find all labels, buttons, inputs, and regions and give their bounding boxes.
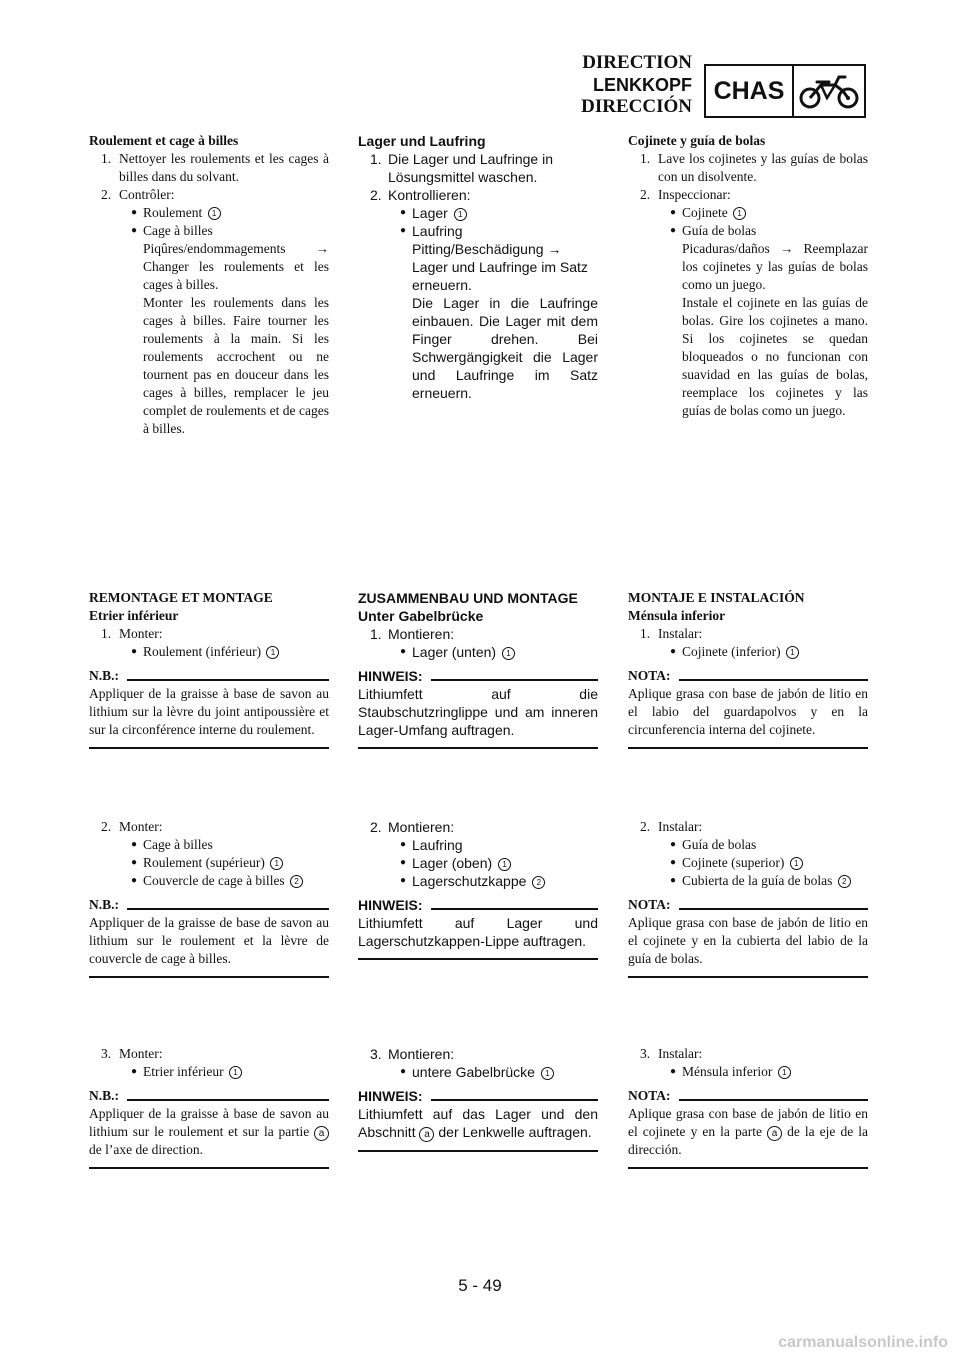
es-section-assembly: [628, 589, 868, 749]
de-pitting-line: Pitting/Beschädigung →: [412, 241, 562, 257]
section-titles: [581, 52, 692, 118]
chassis-badge-label: CHAS: [706, 66, 794, 116]
es-b-bullet-3: ● Cubierta de la guía de bolas 2: [628, 872, 868, 890]
de-a-note-head: HINWEIS:: [358, 667, 598, 685]
fr-b-step: 2. Monter:: [101, 819, 163, 834]
es-a-note: Aplique grasa con base de jabón de litio en el labio del guardapolvos y en la circunferencia interna del cojinete.: [628, 686, 868, 737]
fr-section-step3: [89, 1045, 329, 1169]
es-b-bullet-2: ● Cojinete (superior) 1: [628, 854, 868, 872]
fr-assembly-sub: Etrier inférieur: [89, 608, 179, 623]
fr-c-bullet: ● Etrier inférieur 1: [89, 1063, 329, 1081]
de-b-bullet-2: ● Lager (oben) 1: [358, 854, 598, 872]
es-a-note-head: NOTA:: [628, 667, 868, 685]
fr-install-text: Monter les roulements dans les cages à billes. Faire tourner les roulements à la main. Si les roulements accrochent ou ne tournent pas en douceur dans les cages à billes, remplacer le jeu complet de roulements et de cages à billes.: [143, 295, 329, 436]
chassis-badge: [704, 64, 866, 118]
fr-b-bullet-3: ● Couvercle de cage à billes 2: [89, 872, 329, 890]
de-section-step2: [358, 818, 598, 960]
fr-replace-text: Changer les roulements et les cages à billes.: [143, 259, 329, 292]
es-b-bullet-1: ● Guía de bolas: [670, 837, 757, 852]
fr-a-note: Appliquer de la graisse à base de savon au lithium sur la lèvre du joint antipoussière et sur la circonférence interne du roulement.: [89, 686, 329, 737]
de-a-note: Lithiumfett auf die Staubschutzringlippe und am inneren Lager-Umfang auftragen.: [358, 686, 598, 738]
es-assembly-title: MONTAJE E INSTALACIÓN: [628, 590, 805, 605]
es-c-bullet: ● Ménsula inferior 1: [628, 1063, 868, 1081]
fr-c-note-rule: [89, 1167, 329, 1169]
es-pitting-line: Picaduras/daños → Reemplazar los cojinetes y las guías de bolas como un juego.: [682, 241, 869, 292]
fr-section-assembly: [89, 589, 329, 749]
fr-a-step: 1. Monter:: [101, 626, 163, 641]
es-install-text: Instale el cojinete en las guías de bolas. Gire los cojinetes a mano. Si los cojinetes se quedan bloqueados o no funcionan con suavidad en las guías de bolas, reemplace los cojinetes y las guías de bolas como un juego.: [682, 295, 868, 418]
es-bullet-race: ● Guía de bolas: [670, 223, 757, 238]
fr-section-bearings: [89, 132, 329, 438]
de-a-note-rule: [358, 747, 598, 749]
motorcycle-icon: [794, 66, 864, 116]
page-number: 5 - 49: [458, 1276, 502, 1295]
de-b-note-rule: [358, 958, 598, 960]
es-a-step: 1. Instalar:: [640, 626, 703, 641]
de-c-note-rule: [358, 1150, 598, 1152]
de-assembly-title: ZUSAMMENBAU UND MONTAGE: [358, 590, 578, 606]
title-french: DIRECTION: [582, 52, 692, 73]
es-c-note-head: NOTA:: [628, 1087, 868, 1105]
es-b-note-rule: [628, 976, 868, 978]
es-section-step3: [628, 1045, 868, 1169]
fr-b-bullet-1: ● Cage à billes: [131, 837, 213, 852]
fr-a-note-rule: [89, 747, 329, 749]
fr-b-note: Appliquer de la graisse de base de savon au lithium sur le roulement et la lèvre de couvercle de cage à billes.: [89, 915, 329, 966]
de-step-1: 1. Die Lager und Laufringe in Lösungsmittel waschen.: [370, 151, 554, 185]
de-a-step: 1. Montieren:: [370, 626, 455, 642]
fr-c-step: 3. Monter:: [101, 1046, 163, 1061]
de-step-2: 2. Kontrollieren:: [370, 187, 471, 203]
fr-pitting-line: Piqûres/endommagements →: [143, 241, 329, 256]
de-c-note: Lithiumfett auf das Lager und den Abschnitt a der Lenkwelle auftragen.: [358, 1106, 598, 1140]
es-step-1: 1. Lave los cojinetes y las guías de bolas con un disolvente.: [640, 151, 868, 184]
de-section-assembly: [358, 589, 598, 749]
de-b-note-head: HINWEIS:: [358, 896, 598, 914]
de-replace-text: Lager und Laufringe im Satz erneuern.: [412, 259, 588, 293]
es-bullet-bearing: ● Cojinete 1: [628, 204, 868, 222]
de-a-bullet: ● Lager (unten) 1: [358, 643, 598, 661]
de-b-note: Lithiumfett auf Lager und Lagerschutzkappen-Lippe auftragen.: [358, 915, 598, 949]
fr-bullet-bearing: ● Roulement 1: [89, 204, 329, 222]
de-bullet-race: ● Laufring: [400, 223, 463, 239]
fr-a-bullet: ● Roulement (inférieur) 1: [89, 643, 329, 661]
fr-assembly-title: REMONTAGE ET MONTAGE: [89, 590, 273, 605]
fr-b-note-rule: [89, 976, 329, 978]
de-b-bullet-3: ● Lagerschutzkappe 2: [358, 872, 598, 890]
fr-b-bullet-2: ● Roulement (supérieur) 1: [89, 854, 329, 872]
title-german: LENKKOPF: [593, 75, 692, 95]
fr-step-1: 1. Nettoyer les roulements et les cages à billes dans du solvant.: [101, 151, 329, 184]
es-step-2: 2. Inspeccionar:: [640, 187, 731, 202]
de-b-step: 2. Montieren:: [370, 819, 455, 835]
fr-a-note-head: N.B.:: [89, 667, 329, 685]
fr-c-note-head: N.B.:: [89, 1087, 329, 1105]
de-c-bullet: ● untere Gabelbrücke 1: [358, 1063, 598, 1081]
es-a-bullet: ● Cojinete (inferior) 1: [628, 643, 868, 661]
fr-bullet-race: ● Cage à billes: [131, 223, 213, 238]
es-b-note: Aplique grasa con base de jabón de litio en el cojinete y en la cubierta del labio de la guía de bolas.: [628, 915, 868, 966]
es-section-bearings: [628, 132, 868, 420]
fr-section-title: Roulement et cage à billes: [89, 133, 239, 148]
es-section-title: Cojinete y guía de bolas: [628, 133, 766, 148]
es-section-step2: [628, 818, 868, 978]
es-c-note: Aplique grasa con base de jabón de litio en el cojinete y en la parte a de la eje de la dirección.: [628, 1106, 869, 1157]
fr-section-step2: [89, 818, 329, 978]
de-c-note-head: HINWEIS:: [358, 1087, 598, 1105]
fr-b-note-head: N.B.:: [89, 896, 329, 914]
de-assembly-sub: Unter Gabelbrücke: [358, 608, 484, 624]
es-assembly-sub: Ménsula inferior: [628, 608, 726, 623]
es-b-note-head: NOTA:: [628, 896, 868, 914]
de-section-bearings: [358, 132, 598, 402]
de-b-bullet-1: ● Laufring: [400, 837, 463, 853]
title-spanish: DIRECCIÓN: [581, 96, 692, 117]
de-c-step: 3. Montieren:: [370, 1046, 455, 1062]
fr-step-2: 2. Contrôler:: [101, 187, 175, 202]
es-c-step: 3. Instalar:: [640, 1046, 703, 1061]
de-install-text: Die Lager in die Laufringe einbauen. Die Lager mit dem Finger drehen. Bei Schwergängigkeit die Lager und Laufringe im Satz erneuern.: [412, 295, 598, 401]
de-section-step3: [358, 1045, 598, 1152]
de-bullet-bearing: ● Lager 1: [358, 204, 598, 222]
fr-c-note: Appliquer de la graisse à base de savon au lithium sur le roulement et sur la partie a de l’axe de direction.: [89, 1106, 329, 1157]
es-c-note-rule: [628, 1167, 868, 1169]
es-b-step: 2. Instalar:: [640, 819, 703, 834]
de-section-title: Lager und Laufring: [358, 133, 486, 149]
watermark-url[interactable]: carmanualsonline.info: [778, 1334, 948, 1351]
es-a-note-rule: [628, 747, 868, 749]
